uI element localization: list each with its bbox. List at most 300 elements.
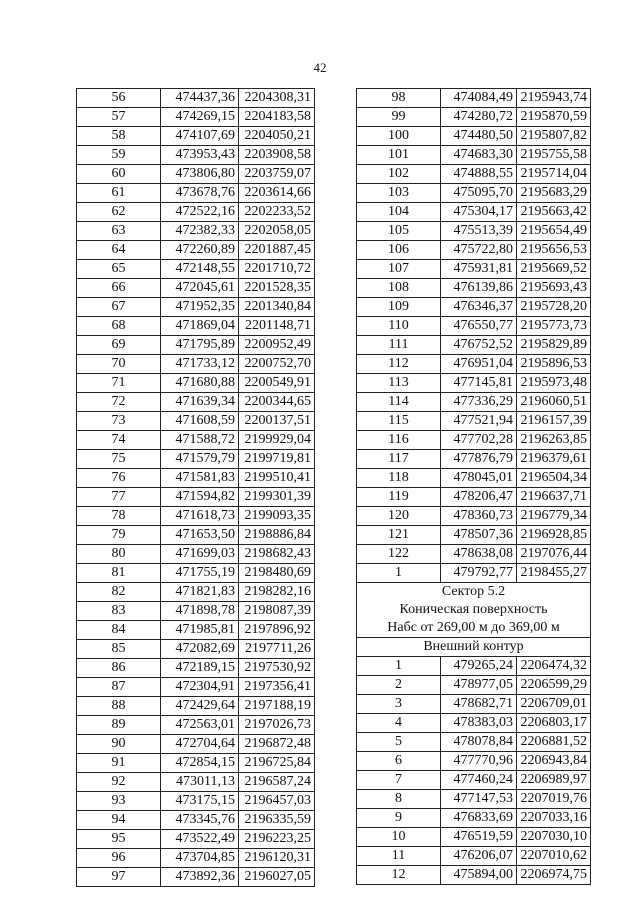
table-row [357,526,591,545]
point-number: 122 [357,545,441,564]
coordinate-x: 477702,28 [441,431,517,450]
table-row [77,412,315,431]
point-number: 120 [357,507,441,526]
table-row [77,89,315,108]
point-number: 84 [77,621,161,640]
point-number: 109 [357,298,441,317]
table-row [77,108,315,127]
coordinate-y: 2200344,65 [239,393,315,412]
contour-row [357,657,591,676]
coordinate-x: 472082,69 [161,640,239,659]
coordinate-y: 2207033,16 [517,809,591,828]
table-row [77,393,315,412]
point-number: 78 [77,507,161,526]
coordinate-x: 472854,15 [161,754,239,773]
coordinate-x: 474280,72 [441,108,517,127]
coordinate-x: 474480,50 [441,127,517,146]
coordinate-y: 2207010,62 [517,847,591,866]
point-number: 98 [357,89,441,108]
coordinate-y: 2206974,75 [517,866,591,885]
coordinate-y: 2195973,48 [517,374,591,393]
table-row [77,336,315,355]
coordinate-y: 2195663,42 [517,203,591,222]
coordinate-y: 2199301,39 [239,488,315,507]
coordinate-x: 478383,03 [441,714,517,733]
coordinate-x: 473345,76 [161,811,239,830]
coordinate-x: 473953,43 [161,146,239,165]
coordinate-y: 2197356,41 [239,678,315,697]
table-row [77,811,315,830]
coordinate-y: 2196872,48 [239,735,315,754]
coordinate-y: 2195669,52 [517,260,591,279]
point-number: 108 [357,279,441,298]
point-number: 56 [77,89,161,108]
coordinate-x: 476951,04 [441,355,517,374]
point-number: 4 [357,714,441,733]
table-row [77,146,315,165]
coordinate-y: 2197711,26 [239,640,315,659]
point-number: 57 [77,108,161,127]
coordinate-y: 2196457,03 [239,792,315,811]
point-number: 7 [357,771,441,790]
coordinate-x: 476752,52 [441,336,517,355]
table-row [77,317,315,336]
point-number: 115 [357,412,441,431]
coordinate-y: 2196779,34 [517,507,591,526]
coordinate-x: 478206,47 [441,488,517,507]
coordinate-x: 476346,37 [441,298,517,317]
table-row [357,393,591,412]
coordinate-y: 2196060,51 [517,393,591,412]
table-row [357,507,591,526]
coordinate-x: 476833,69 [441,809,517,828]
coordinate-y: 2196027,05 [239,868,315,887]
coordinate-x: 471821,83 [161,583,239,602]
coordinate-x: 477145,81 [441,374,517,393]
coordinate-x: 471581,83 [161,469,239,488]
point-number: 6 [357,752,441,771]
table-row [357,469,591,488]
coordinate-y: 2197896,92 [239,621,315,640]
table-row [77,355,315,374]
contour-row [357,828,591,847]
table-row [357,450,591,469]
coordinate-x: 471699,03 [161,545,239,564]
coordinate-y: 2195807,82 [517,127,591,146]
coordinate-y: 2197530,92 [239,659,315,678]
contour-row [357,771,591,790]
coordinate-x: 478638,08 [441,545,517,564]
coordinate-x: 474437,36 [161,89,239,108]
point-number: 65 [77,260,161,279]
table-row [77,773,315,792]
coordinate-x: 471952,35 [161,298,239,317]
table-row [77,868,315,887]
coordinate-x: 475513,39 [441,222,517,241]
coordinate-x: 473011,13 [161,773,239,792]
point-number: 96 [77,849,161,868]
coordinate-x: 472189,15 [161,659,239,678]
contour-row [357,752,591,771]
table-row [77,754,315,773]
coordinate-y: 2195654,49 [517,222,591,241]
point-number: 9 [357,809,441,828]
point-number: 66 [77,279,161,298]
coordinate-x: 478682,71 [441,695,517,714]
coordinate-x: 471985,81 [161,621,239,640]
coordinate-x: 471579,79 [161,450,239,469]
section-row-contour [357,638,591,657]
coordinate-y: 2200952,49 [239,336,315,355]
point-number: 67 [77,298,161,317]
coordinate-y: 2196504,34 [517,469,591,488]
coordinate-x: 479265,24 [441,657,517,676]
point-number: 8 [357,790,441,809]
table-row [357,431,591,450]
coordinate-y: 2195714,04 [517,165,591,184]
coordinate-y: 2207030,10 [517,828,591,847]
coordinate-y: 2204050,21 [239,127,315,146]
point-number: 76 [77,469,161,488]
table-row [357,203,591,222]
point-number: 88 [77,697,161,716]
coordinate-x: 473704,85 [161,849,239,868]
coordinate-x: 476519,59 [441,828,517,847]
table-row [77,184,315,203]
table-row [357,488,591,507]
point-number: 69 [77,336,161,355]
section-row-surface [357,601,591,619]
point-number: 117 [357,450,441,469]
point-number: 77 [77,488,161,507]
table-row [77,735,315,754]
coordinate-x: 471898,78 [161,602,239,621]
point-number: 89 [77,716,161,735]
coordinate-x: 473175,15 [161,792,239,811]
coordinate-x: 475931,81 [441,260,517,279]
table-row [357,336,591,355]
contour-row [357,714,591,733]
table-row [357,279,591,298]
table-row [357,127,591,146]
coordinate-x: 471653,50 [161,526,239,545]
table-row [77,203,315,222]
coordinate-x: 472045,61 [161,279,239,298]
coordinate-x: 475894,00 [441,866,517,885]
coordinate-x: 478045,01 [441,469,517,488]
point-number: 91 [77,754,161,773]
table-row [357,241,591,260]
point-number: 94 [77,811,161,830]
table-row [77,640,315,659]
point-number: 105 [357,222,441,241]
coordinate-x: 474888,55 [441,165,517,184]
table-row [77,792,315,811]
point-number: 87 [77,678,161,697]
table-row [357,298,591,317]
coordinate-y: 2203614,66 [239,184,315,203]
coordinate-y: 2202058,05 [239,222,315,241]
coordinate-y: 2206474,32 [517,657,591,676]
coordinate-x: 476550,77 [441,317,517,336]
point-number: 104 [357,203,441,222]
point-number: 62 [77,203,161,222]
coordinate-y: 2198682,43 [239,545,315,564]
coordinate-y: 2198087,39 [239,602,315,621]
coordinate-x: 478078,84 [441,733,517,752]
point-number: 121 [357,526,441,545]
section-row-height [357,619,591,638]
coordinate-x: 477876,79 [441,450,517,469]
table-row [357,374,591,393]
point-number: 63 [77,222,161,241]
contour-row [357,733,591,752]
coordinate-x: 472429,64 [161,697,239,716]
point-number: 3 [357,695,441,714]
point-number: 70 [77,355,161,374]
coordinate-x: 479792,77 [441,564,517,583]
coordinate-y: 2200752,70 [239,355,315,374]
contour-row [357,676,591,695]
coordinate-x: 471608,59 [161,412,239,431]
table-row [357,108,591,127]
point-number: 71 [77,374,161,393]
point-number: 1 [357,657,441,676]
coordinate-y: 2200549,91 [239,374,315,393]
contour-row [357,695,591,714]
coordinate-y: 2201887,45 [239,241,315,260]
table-row [357,564,591,583]
table-row [77,564,315,583]
contour-row [357,866,591,885]
coordinate-y: 2195943,74 [517,89,591,108]
coordinate-y: 2196223,25 [239,830,315,849]
point-number: 114 [357,393,441,412]
table-row [357,184,591,203]
coordinate-x: 478977,05 [441,676,517,695]
coordinate-y: 2197188,19 [239,697,315,716]
coordinate-x: 471733,12 [161,355,239,374]
point-number: 11 [357,847,441,866]
coordinate-y: 2196335,59 [239,811,315,830]
contour-row [357,809,591,828]
table-row [77,241,315,260]
coordinate-y: 2198455,27 [517,564,591,583]
coordinate-y: 2206943,84 [517,752,591,771]
coordinate-y: 2196928,85 [517,526,591,545]
coordinate-x: 473678,76 [161,184,239,203]
coordinate-y: 2195896,53 [517,355,591,374]
point-number: 68 [77,317,161,336]
point-number: 2 [357,676,441,695]
coordinate-y: 2195829,89 [517,336,591,355]
point-number: 61 [77,184,161,203]
table-row [77,545,315,564]
coordinate-y: 2201340,84 [239,298,315,317]
point-number: 107 [357,260,441,279]
coordinate-y: 2195693,43 [517,279,591,298]
coordinate-x: 471618,73 [161,507,239,526]
table-row [77,374,315,393]
table-row [77,222,315,241]
table-row [357,89,591,108]
table-row [77,279,315,298]
point-number: 72 [77,393,161,412]
contour-row [357,790,591,809]
table-row [357,165,591,184]
coordinate-y: 2197076,44 [517,545,591,564]
table-row [77,260,315,279]
surface-type: Коническая поверхность [357,601,591,619]
coordinate-x: 473806,80 [161,165,239,184]
table-row [77,298,315,317]
table-row [77,488,315,507]
table-row [357,545,591,564]
point-number: 93 [77,792,161,811]
point-number: 79 [77,526,161,545]
coordinate-y: 2196120,31 [239,849,315,868]
table-row [77,678,315,697]
coordinate-x: 472304,91 [161,678,239,697]
table-row [77,830,315,849]
point-number: 90 [77,735,161,754]
height-range: Набс от 269,00 м до 369,00 м [357,619,591,638]
point-number: 100 [357,127,441,146]
point-number: 5 [357,733,441,752]
coordinate-x: 472382,33 [161,222,239,241]
page-number: 42 [313,60,327,75]
coordinate-x: 477521,94 [441,412,517,431]
coordinate-y: 2196637,71 [517,488,591,507]
table-row [357,412,591,431]
coordinate-y: 2195683,29 [517,184,591,203]
point-number: 12 [357,866,441,885]
point-number: 95 [77,830,161,849]
coordinate-y: 2196157,39 [517,412,591,431]
table-row [77,697,315,716]
coordinate-y: 2199093,35 [239,507,315,526]
coordinate-x: 477336,29 [441,393,517,412]
coordinate-y: 2203908,58 [239,146,315,165]
table-row [77,583,315,602]
point-number: 75 [77,450,161,469]
sector-title: Сектор 5.2 [357,583,591,602]
coordinate-x: 472522,16 [161,203,239,222]
point-number: 92 [77,773,161,792]
coordinate-y: 2201528,35 [239,279,315,298]
point-number: 97 [77,868,161,887]
point-number: 85 [77,640,161,659]
point-number: 64 [77,241,161,260]
coordinate-x: 477770,96 [441,752,517,771]
point-number: 113 [357,374,441,393]
coordinate-x: 472563,01 [161,716,239,735]
coordinate-x: 474107,69 [161,127,239,146]
table-row [357,222,591,241]
coordinate-x: 475722,80 [441,241,517,260]
point-number: 74 [77,431,161,450]
coordinate-y: 2198480,69 [239,564,315,583]
coordinate-x: 476139,86 [441,279,517,298]
table-row [77,602,315,621]
coordinate-x: 471639,34 [161,393,239,412]
coordinate-x: 472704,64 [161,735,239,754]
point-number: 110 [357,317,441,336]
point-number: 111 [357,336,441,355]
point-number: 59 [77,146,161,165]
coordinate-x: 476206,07 [441,847,517,866]
coordinate-y: 2206803,17 [517,714,591,733]
point-number: 99 [357,108,441,127]
table-row [77,431,315,450]
contour-row [357,847,591,866]
coordinate-x: 474683,30 [441,146,517,165]
coordinate-y: 2196263,85 [517,431,591,450]
coordinate-x: 471680,88 [161,374,239,393]
coordinate-y: 2203759,07 [239,165,315,184]
point-number: 119 [357,488,441,507]
table-row [357,355,591,374]
coordinate-x: 471588,72 [161,431,239,450]
coordinate-x: 478507,36 [441,526,517,545]
coordinate-x: 471869,04 [161,317,239,336]
point-number: 83 [77,602,161,621]
point-number: 1 [357,564,441,583]
coordinate-x: 471795,89 [161,336,239,355]
table-row [357,317,591,336]
point-number: 102 [357,165,441,184]
coordinate-x: 474084,49 [441,89,517,108]
point-number: 58 [77,127,161,146]
coordinate-y: 2201148,71 [239,317,315,336]
table-row [77,507,315,526]
coordinate-y: 2204308,31 [239,89,315,108]
point-number: 86 [77,659,161,678]
coordinate-x: 472260,89 [161,241,239,260]
table-row [77,526,315,545]
coordinate-y: 2195870,59 [517,108,591,127]
point-number: 116 [357,431,441,450]
coordinate-y: 2202233,52 [239,203,315,222]
contour-title: Внешний контур [357,638,591,657]
point-number: 118 [357,469,441,488]
coordinate-x: 477460,24 [441,771,517,790]
coordinate-y: 2200137,51 [239,412,315,431]
point-number: 106 [357,241,441,260]
table-row [77,849,315,868]
coordinate-y: 2206599,29 [517,676,591,695]
coordinate-y: 2196725,84 [239,754,315,773]
point-number: 60 [77,165,161,184]
coordinate-y: 2198282,16 [239,583,315,602]
coordinate-x: 471594,82 [161,488,239,507]
coordinate-y: 2197026,73 [239,716,315,735]
table-row [77,716,315,735]
point-number: 103 [357,184,441,203]
coordinate-y: 2195656,53 [517,241,591,260]
coordinate-x: 472148,55 [161,260,239,279]
coordinate-y: 2198886,84 [239,526,315,545]
coordinate-y: 2199510,41 [239,469,315,488]
coordinate-y: 2199929,04 [239,431,315,450]
point-number: 73 [77,412,161,431]
coordinate-y: 2207019,76 [517,790,591,809]
table-row [77,621,315,640]
point-number: 112 [357,355,441,374]
section-row-sector [357,583,591,602]
coordinates-table-right [356,88,591,885]
coordinate-x: 477147,53 [441,790,517,809]
